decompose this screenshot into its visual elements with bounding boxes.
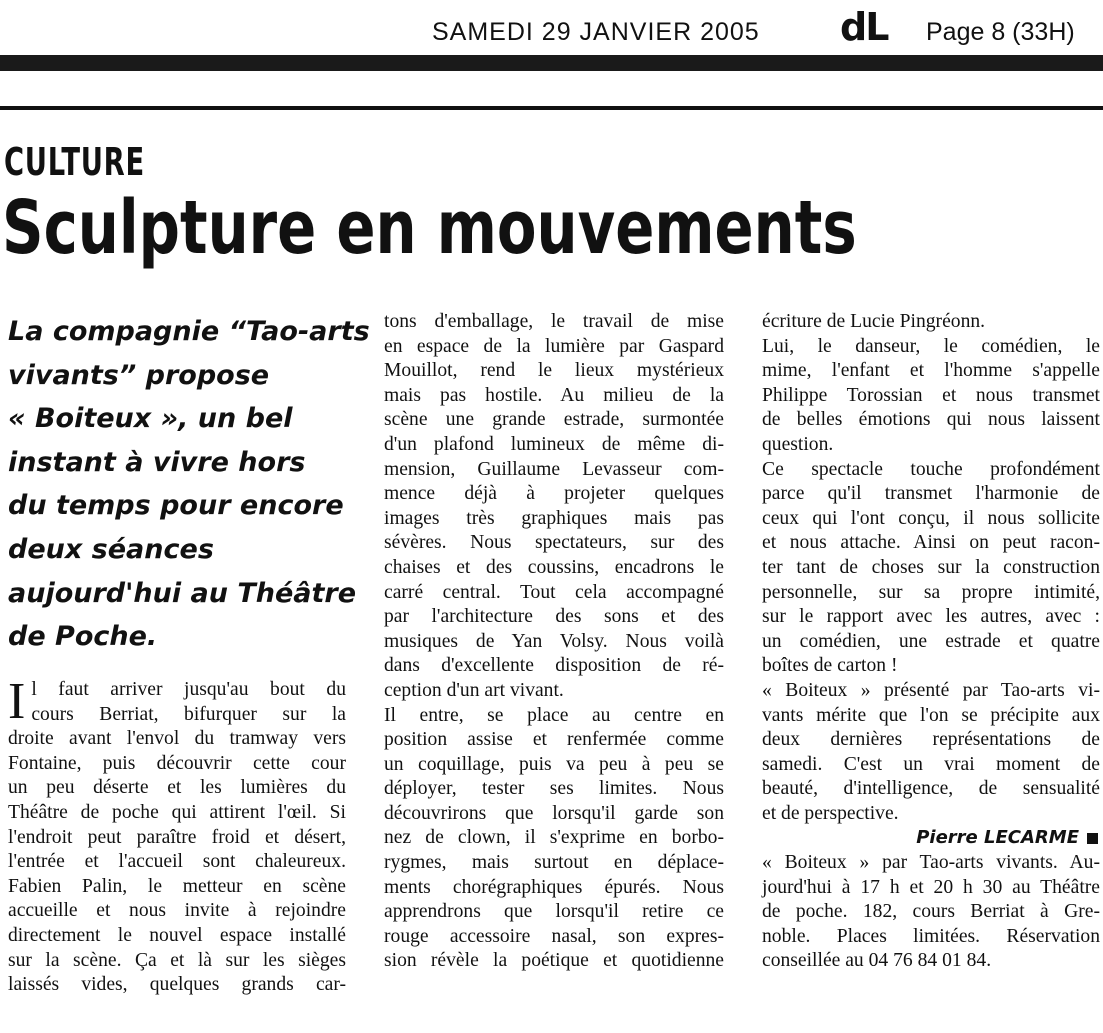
newspaper-logo: dL [840, 5, 888, 49]
lead-line: de Poche. [8, 621, 158, 653]
body-line: d'un plafond lumineux de même di- [384, 433, 724, 455]
body-line: ter tant de choses sur la construction [762, 556, 1100, 578]
info-line: conseillée au 04 76 84 01 84. [762, 950, 992, 972]
body-line: Fabien Palin, le metteur en scène [8, 875, 346, 897]
body-line: samedi. C'est un vrai moment de [762, 753, 1100, 775]
body-line: accueille et nous invite à rejoindre [8, 900, 346, 922]
article-column-1 [8, 673, 346, 998]
header-rule [0, 106, 1103, 110]
lead-line: deux séances [8, 533, 214, 565]
body-line: chaises et des coussins, encadrons le [384, 556, 724, 578]
body-line: apprendrons que lorsqu'il retire ce [384, 901, 724, 923]
body-line: écriture de Lucie Pingréonn. [762, 311, 986, 332]
body-line: sur la scène. Ça et là sur les sièges [8, 949, 346, 971]
body-line: dans d'excellente disposition de ré- [384, 655, 724, 677]
article-column-3 [762, 310, 1100, 974]
lead-line: La compagnie “Tao-arts [8, 316, 370, 347]
body-line: carré central. Tout cela accompagné [384, 581, 724, 603]
body-line: par l'architecture des sons et des [384, 606, 724, 628]
info-line: noble. Places limitées. Réservation [762, 925, 1100, 947]
lead-line: du temps pour encore [8, 490, 344, 522]
body-line: Théâtre de poche qui attirent l'œil. Si [8, 801, 346, 823]
body-line: ments chorégraphiques épurés. Nous [384, 876, 724, 898]
masthead-date: SAMEDI 29 JANVIER 2005 [432, 18, 760, 46]
body-line: l'endroit peut paraître froid et désert, [8, 826, 346, 848]
body-line: scène une grande estrade, surmontée [384, 409, 724, 431]
body-line: images très graphiques mais pas [384, 507, 724, 529]
body-line: parce qu'il transmet l'harmonie de [762, 483, 1100, 505]
body-line: ceux qui l'ont conçu, il nous sollicite [762, 507, 1100, 529]
body-line: personnelle, sur sa propre intimité, [762, 581, 1100, 603]
body-line: vants mérite que l'on se précipite aux [762, 704, 1100, 726]
body-line: l'entrée et l'accueil sont chaleureux. [8, 851, 346, 873]
end-square-icon [1087, 833, 1098, 844]
body-line: Philippe Torossian et nous transmet [762, 384, 1100, 406]
body-line: droite avant l'envol du tramway vers [8, 728, 346, 750]
body-line: déployer, tester ses limites. Nous [384, 778, 724, 800]
body-line: Lui, le danseur, le comédien, le [762, 335, 1100, 357]
body-line: deux dernières représentations de [762, 729, 1100, 751]
body-line: musiques de Yan Volsy. Nous voilà [384, 630, 724, 652]
body-line: ception d'un art vivant. [384, 679, 564, 701]
body-line: mension, Guillaume Levasseur com- [384, 458, 724, 480]
body-line: et nous attache. Ainsi on peut racon- [762, 532, 1100, 554]
body-line: Fontaine, puis découvrir cette cour [8, 752, 346, 774]
masthead-band [0, 55, 1103, 71]
body-line: l faut arriver jusqu'au bout du [31, 679, 346, 700]
body-line: un peu déserte et les lumières du [8, 777, 346, 799]
body-line: rygmes, mais surtout en déplace- [384, 852, 724, 874]
info-line: de poche. 182, cours Berriat à Gre- [762, 901, 1100, 923]
article-lead [8, 310, 370, 659]
section-rubric: CULTURE [4, 140, 145, 184]
body-line: tons d'emballage, le travail de mise [384, 311, 724, 332]
body-line: beauté, d'intelligence, de sensualité [762, 778, 1100, 800]
lead-line: vivants” propose [8, 359, 270, 391]
body-line: mence déjà à projeter quelques [384, 483, 724, 505]
body-line: un comédien, une estrade et quatre [762, 630, 1100, 652]
body-line: question. [762, 433, 834, 455]
info-line: « Boiteux » par Tao-arts vivants. Au- [762, 852, 1100, 874]
lead-line: « Boiteux », un bel [8, 403, 293, 435]
body-line: cours Berriat, bifurquer sur la [31, 703, 346, 725]
body-line: rouge accessoire nasal, son expres- [384, 925, 724, 947]
body-line: Mouillot, rend le lieux mystérieux [384, 360, 724, 382]
body-line: mais pas hostile. Au milieu de la [384, 384, 724, 406]
body-line: Il entre, se place au centre en [384, 704, 724, 726]
author-name: Pierre LECARME [916, 827, 1079, 849]
body-line: Ce spectacle touche profondément [762, 458, 1100, 480]
body-line: « Boiteux » présenté par Tao-arts vi- [762, 679, 1100, 701]
body-line: sur le rapport avec les autres, avec : [762, 606, 1100, 628]
author-byline [762, 826, 1100, 851]
body-line: de belles émotions qui nous laissent [762, 409, 1100, 431]
body-line: position assise et renfermée comme [384, 729, 724, 751]
lead-line: aujourd'hui au Théâtre [8, 577, 357, 609]
body-line: boîtes de carton ! [762, 655, 898, 677]
body-line: sion révèle la poétique et quotidienne [384, 950, 724, 972]
lead-line: instant à vivre hors [8, 446, 306, 478]
body-line: nez de clown, il s'exprime en borbo- [384, 827, 724, 849]
body-line: découvrirons que lorsqu'il garde son [384, 802, 724, 824]
body-line: et de perspective. [762, 802, 899, 824]
body-line: un coquillage, puis va peu à peu se [384, 753, 724, 775]
body-line: mime, l'enfant et l'homme s'appelle [762, 360, 1100, 382]
body-line: en espace de la lumière par Gaspard [384, 335, 724, 357]
drop-cap: I [8, 673, 26, 730]
body-line: laissés vides, quelques grands car- [8, 974, 346, 996]
body-line: sévères. Nous spectateurs, sur des [384, 532, 724, 554]
body-line: directement le nouvel espace installé [8, 924, 346, 946]
page-number: Page 8 (33H) [926, 18, 1075, 46]
article-headline: Sculpture en mouvements [2, 185, 857, 271]
info-line: jourd'hui à 17 h et 20 h 30 au Théâtre [762, 876, 1100, 898]
article-column-2 [384, 310, 724, 974]
